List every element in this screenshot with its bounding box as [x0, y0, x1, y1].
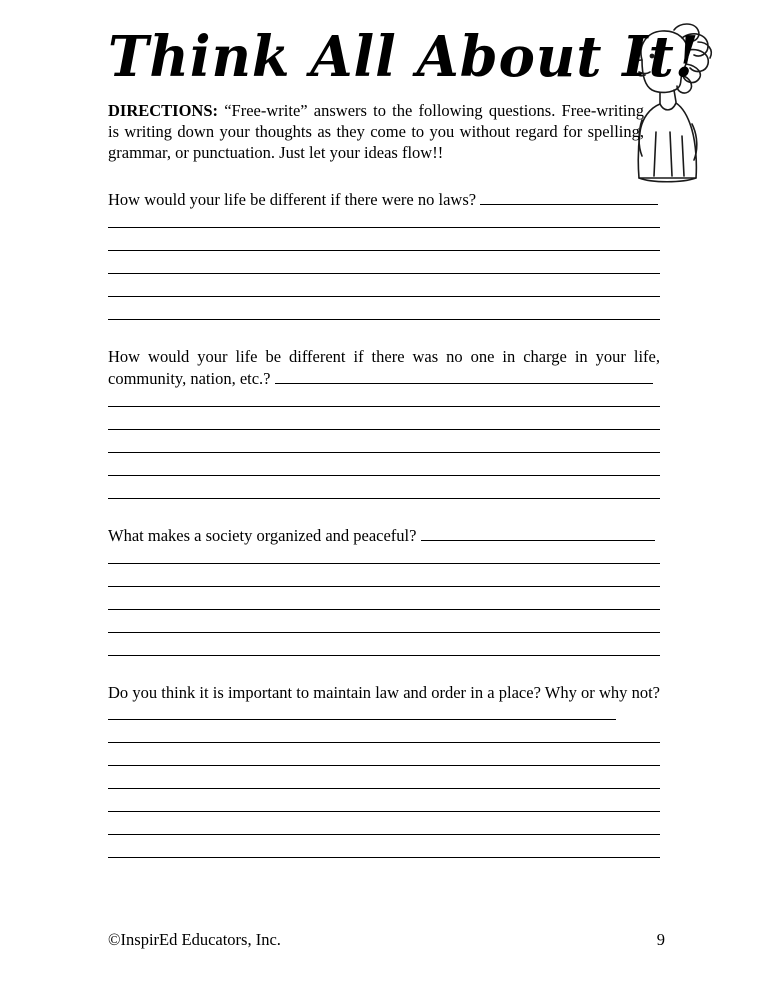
- question-block: [108, 525, 660, 656]
- directions-paragraph: [108, 100, 644, 163]
- answer-line[interactable]: [108, 475, 660, 476]
- question-block: [108, 682, 660, 858]
- answer-line[interactable]: [108, 586, 660, 587]
- question-label: How would your life be different if there was no one in charge in your life, community, nation, etc.?: [108, 347, 660, 388]
- answer-line-inline[interactable]: [421, 525, 655, 541]
- page-title: Think All About It!: [108, 24, 700, 90]
- question-text: [108, 346, 660, 390]
- answer-line[interactable]: [108, 406, 660, 407]
- answer-line[interactable]: [108, 296, 660, 297]
- answer-line[interactable]: [108, 655, 660, 656]
- question-label: What makes a society organized and peaceful?: [108, 526, 417, 545]
- question-block: [108, 346, 660, 499]
- answer-line[interactable]: [108, 609, 660, 610]
- question-text: [108, 682, 660, 726]
- answer-line[interactable]: [108, 319, 660, 320]
- answer-line[interactable]: [108, 788, 660, 789]
- answer-line[interactable]: [108, 742, 660, 743]
- title-area: [108, 24, 700, 96]
- answer-line[interactable]: [108, 563, 660, 564]
- worksheet-content: [108, 24, 700, 858]
- page-footer: [108, 930, 665, 950]
- answer-line[interactable]: [108, 227, 660, 228]
- answer-line-inline[interactable]: [480, 189, 658, 205]
- answer-line-inline[interactable]: [108, 704, 616, 720]
- directions-label: DIRECTIONS:: [108, 101, 219, 120]
- answer-line[interactable]: [108, 765, 660, 766]
- question-text: [108, 189, 660, 211]
- answer-line[interactable]: [108, 250, 660, 251]
- directions-text: “Free-write” answers to the following questions. Free-writing is writing down your thoughts as they come to you without regard for spelling, grammar, or punctuation. Just let your ideas flow!!: [108, 101, 644, 162]
- answer-line[interactable]: [108, 273, 660, 274]
- question-label: Do you think it is important to maintain law and order in a place? Why or why not?: [108, 683, 660, 702]
- page-number: 9: [656, 930, 665, 949]
- answer-line[interactable]: [108, 429, 660, 430]
- question-label: How would your life be different if there were no laws?: [108, 190, 477, 209]
- answer-line[interactable]: [108, 811, 660, 812]
- answer-line[interactable]: [108, 498, 660, 499]
- question-block: [108, 189, 660, 320]
- question-text: [108, 525, 660, 547]
- answer-line[interactable]: [108, 452, 660, 453]
- answer-line[interactable]: [108, 857, 660, 858]
- answer-line-inline[interactable]: [275, 368, 653, 384]
- answer-line[interactable]: [108, 632, 660, 633]
- copyright-text: ©InspirEd Educators, Inc.: [108, 930, 281, 949]
- answer-line[interactable]: [108, 834, 660, 835]
